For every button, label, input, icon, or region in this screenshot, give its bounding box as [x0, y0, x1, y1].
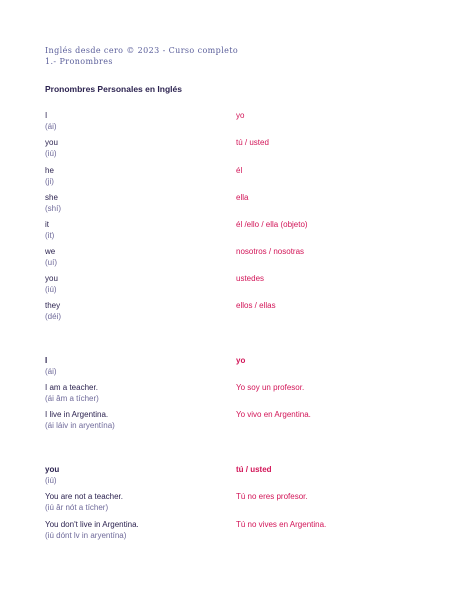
section-head-es: tú / usted: [236, 465, 272, 474]
section-head-es: yo: [236, 356, 246, 365]
section-head-en: I: [45, 356, 48, 365]
pronoun-es: él /ello / ella (objeto): [236, 220, 308, 229]
pronoun-en: you: [45, 138, 58, 147]
example-es: Tú no eres profesor.: [236, 492, 308, 501]
pronoun-es: ustedes: [236, 274, 265, 283]
example-es: Yo soy un profesor.: [236, 383, 305, 392]
pronoun-en: it: [45, 220, 49, 229]
example-en: I am a teacher.: [45, 383, 98, 392]
section-head-pronunciation: (iú): [45, 476, 57, 485]
pronoun-pronunciation: (shí): [45, 204, 61, 213]
pronoun-es: él: [236, 166, 243, 175]
section-title: Pronombres Personales en Inglés: [45, 84, 182, 94]
pronoun-pronunciation: (uí): [45, 258, 57, 267]
pronoun-pronunciation: (déi): [45, 312, 62, 321]
section-head-pronunciation: (ái): [45, 367, 57, 376]
pronoun-en: we: [45, 247, 56, 256]
pronoun-pronunciation: (ji): [45, 177, 54, 186]
section-head-en: you: [45, 465, 60, 474]
pronoun-en: she: [45, 193, 58, 202]
pronoun-es: ellos / ellas: [236, 301, 276, 310]
example-pronunciation: (iú dónt lv in aryentína): [45, 531, 127, 540]
example-pronunciation: (iú âr nót a tícher): [45, 503, 109, 512]
example-es: Yo vivo en Argentina.: [236, 410, 311, 419]
pronoun-en: he: [45, 166, 54, 175]
pronoun-pronunciation: (it): [45, 231, 55, 240]
pronoun-es: ella: [236, 193, 249, 202]
pronoun-pronunciation: (iú): [45, 149, 57, 158]
example-en: You are not a teacher.: [45, 492, 123, 501]
pronoun-en: they: [45, 301, 61, 310]
example-es: Tú no vives en Argentina.: [236, 520, 327, 529]
pronoun-pronunciation: (ái): [45, 122, 57, 131]
pronoun-en: you: [45, 274, 58, 283]
pronoun-es: tú / usted: [236, 138, 269, 147]
example-en: I live in Argentina.: [45, 410, 109, 419]
pronoun-en: I: [45, 111, 48, 120]
header-course-title: Inglés desde cero © 2023 - Curso completo: [45, 46, 239, 55]
example-pronunciation: (ái láiv in aryentína): [45, 421, 115, 430]
example-en: You don't live in Argentina.: [45, 520, 139, 529]
header-lesson-title: 1.- Pronombres: [45, 57, 113, 66]
pronoun-pronunciation: (iú): [45, 285, 57, 294]
pronoun-es: yo: [236, 111, 245, 120]
example-pronunciation: (ái âm a tícher): [45, 394, 99, 403]
pronoun-es: nosotros / nosotras: [236, 247, 305, 256]
